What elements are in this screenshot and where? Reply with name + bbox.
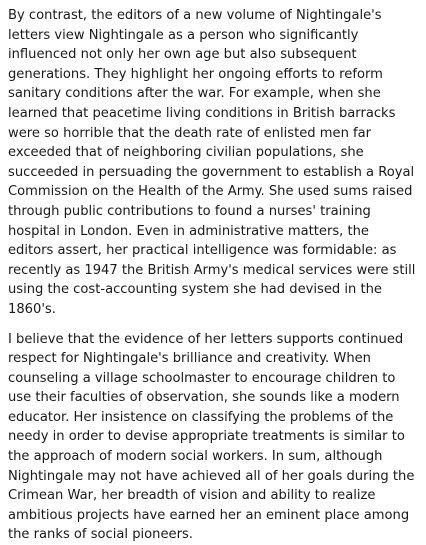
reading-passage [8,6,418,545]
paragraph-2: I believe that the evidence of her letters supports continued respect for Nightingale's brilliance and creativity. When counseling a village schoolmaster to encourage children to use their faculties of observation, she sounds like a modern educator. Her insistence on classifying the problems of the needy in order to devise appropriate treatments is similar to the approach of modern social workers. In sum, although Nightingale may not have achieved all of her goals during the Crimean War, her breadth of vision and ability to realize ambitious projects have earned her an eminent place among the ranks of social pioneers. [8,330,418,545]
paragraph-1: By contrast, the editors of a new volume of Nightingale's letters view Nightingale as a person who significantly influenced not only her own age but also subsequent generations. They highlight her ongoing efforts to reform sanitary conditions after the war. For example, when she learned that peacetime living conditions in British barracks were so horrible that the death rate of enlisted men far exceeded that of neighboring civilian populations, she succeeded in persuading the government to establish a Royal Commission on the Health of the Army. She used sums raised through public contributions to found a nurses' training hospital in London. Even in administrative matters, the editors assert, her practical intelligence was formidable: as recently as 1947 the British Army's medical services were still using the cost-accounting system she had devised in the 1860's. [8,6,418,320]
